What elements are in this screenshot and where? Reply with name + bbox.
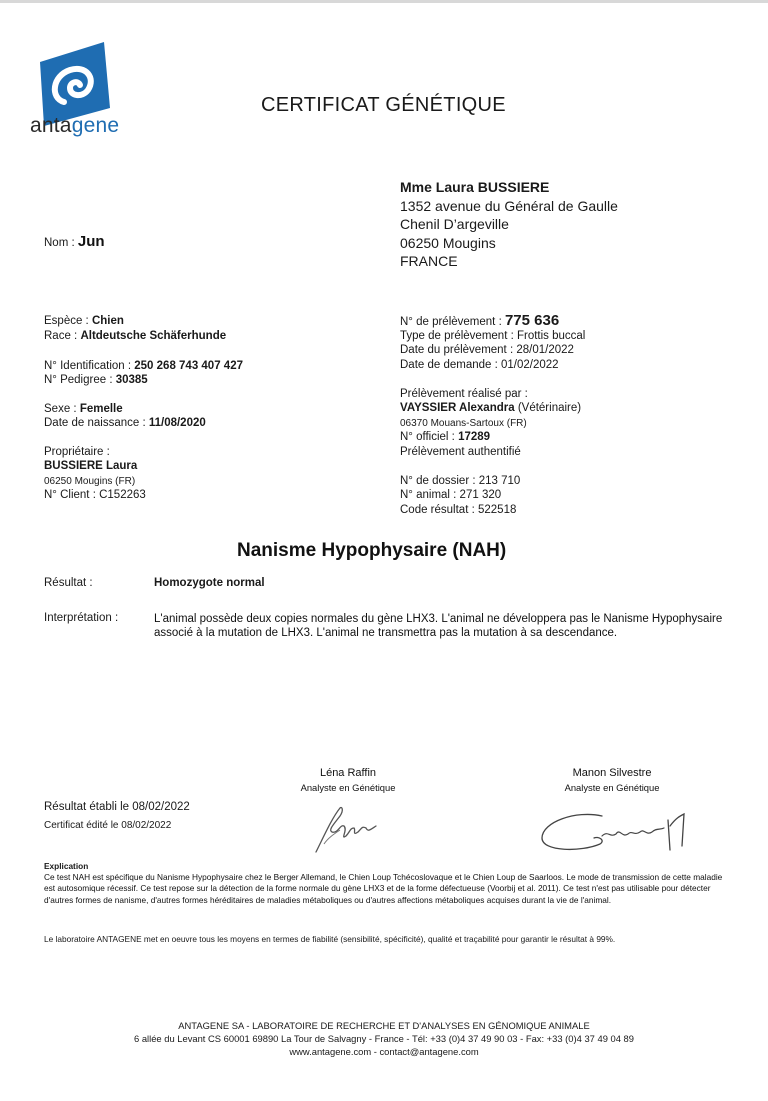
certificate-edited-date: Certificat édité le 08/02/2022 xyxy=(44,820,172,831)
animal-number: N° animal : 271 320 xyxy=(400,489,502,501)
signatory-2-name: Manon Silvestre xyxy=(572,767,652,779)
logo-text: antagene xyxy=(30,114,120,137)
page-title: CERTIFICAT GÉNÉTIQUE xyxy=(261,94,506,116)
result-label: Résultat : xyxy=(44,577,93,589)
signatory-1-role: Analyste en Génétique xyxy=(300,782,396,793)
signatory-2-role: Analyste en Génétique xyxy=(564,782,660,793)
breed-row: Race : Altdeutsche Schäferhunde xyxy=(44,330,227,342)
footer-company: ANTAGENE SA - LABORATOIRE DE RECHERCHE ET D'ANALYSES EN GÉNOMIQUE ANIMALE xyxy=(178,1020,590,1031)
test-title: Nanisme Hypophysaire (NAH) xyxy=(237,540,507,561)
birthdate-row: Date de naissance : 11/08/2020 xyxy=(44,417,206,429)
species-row: Espèce : Chien xyxy=(44,315,124,327)
owner-address-line3: 06250 Mougins xyxy=(400,235,496,251)
identification-row: N° Identification : 250 268 743 407 427 xyxy=(44,360,243,372)
footer-contact: www.antagene.com - contact@antagene.com xyxy=(289,1046,479,1057)
animal-name-value: Jun xyxy=(77,233,105,250)
owner-address-line2: Chenil D’argeville xyxy=(400,216,509,232)
vet-row: VAYSSIER Alexandra (Vétérinaire) xyxy=(400,402,582,414)
interpretation-label: Interprétation : xyxy=(44,612,119,624)
authenticated-sample: Prélèvement authentifié xyxy=(400,446,521,458)
pedigree-row: N° Pedigree : 30385 xyxy=(44,374,148,386)
vet-city: 06370 Mouans-Sartoux (FR) xyxy=(400,418,527,429)
signature-raffin-icon xyxy=(310,800,390,856)
result-value: Homozygote normal xyxy=(154,577,265,589)
request-date: Date de demande : 01/02/2022 xyxy=(400,359,559,371)
animal-name-label: Nom : xyxy=(44,237,78,249)
owner-value: BUSSIERE Laura xyxy=(44,460,138,472)
result-established-date: Résultat établi le 08/02/2022 xyxy=(44,801,190,813)
owner-address-line1: 1352 avenue du Général de Gaulle xyxy=(400,198,618,214)
animal-name-row xyxy=(44,233,105,251)
signatory-1-name: Léna Raffin xyxy=(319,767,377,779)
explication-title: Explication xyxy=(44,861,89,871)
dossier-number: N° de dossier : 213 710 xyxy=(400,475,521,487)
sampled-by-label: Prélèvement réalisé par : xyxy=(400,388,528,400)
sample-date: Date du prélèvement : 28/01/2022 xyxy=(400,344,574,356)
footer-address: 6 allée du Levant CS 60001 69890 La Tour de Salvagny - France - Tél: +33 (0)4 37 49 90 03 - Fax: +33 (0)4 37 49 04 89 xyxy=(134,1033,634,1044)
owner-city: 06250 Mougins (FR) xyxy=(44,476,136,487)
official-number-row: N° officiel : 17289 xyxy=(400,431,491,443)
interpretation-text: L'animal possède deux copies normales du gène LHX3. L'animal ne développera pas le Nanisme Hypophysaire associé à la mutation de LHX3. L'animal ne transmettra pas la mutation à sa descendance. xyxy=(154,613,723,639)
sample-type: Type de prélèvement : Frottis buccal xyxy=(400,330,586,342)
owner-label: Propriétaire : xyxy=(44,446,110,458)
explication-text: Ce test NAH est spécifique du Nanisme Hypophysaire chez le Berger Allemand, le Chien Loup Tchécoslovaque et le Chien Loup de Saarloos. Le mode de transmission de cette maladie est autosomique récessif. Ce test repose sur la détection de la forme normale du gène LHX3 et de la forme défectueuse (Voorbij et al. 2011). Ce test n'est pas utilisable pour détecter d'autres formes de nanisme, d'autres formes héréditaires de maladies métaboliques ou d'autres affections métaboliques acquises durant la vie de l'animal. xyxy=(44,872,723,905)
result-code: Code résultat : 522518 xyxy=(400,504,517,516)
client-row: N° Client : C152263 xyxy=(44,489,146,501)
lab-statement: Le laboratoire ANTAGENE met en oeuvre tous les moyens en termes de fiabilité (sensibilité, spécificité), qualité et traçabilité pour garantir le résultat à 99%. xyxy=(44,934,616,944)
sample-number-row: N° de prélèvement : 775 636 xyxy=(400,312,560,329)
signature-silvestre-icon xyxy=(536,808,696,858)
owner-name: Mme Laura BUSSIERE xyxy=(400,179,550,195)
top-border xyxy=(0,0,768,3)
owner-address-line4: FRANCE xyxy=(400,253,458,269)
sex-row: Sexe : Femelle xyxy=(44,403,123,415)
